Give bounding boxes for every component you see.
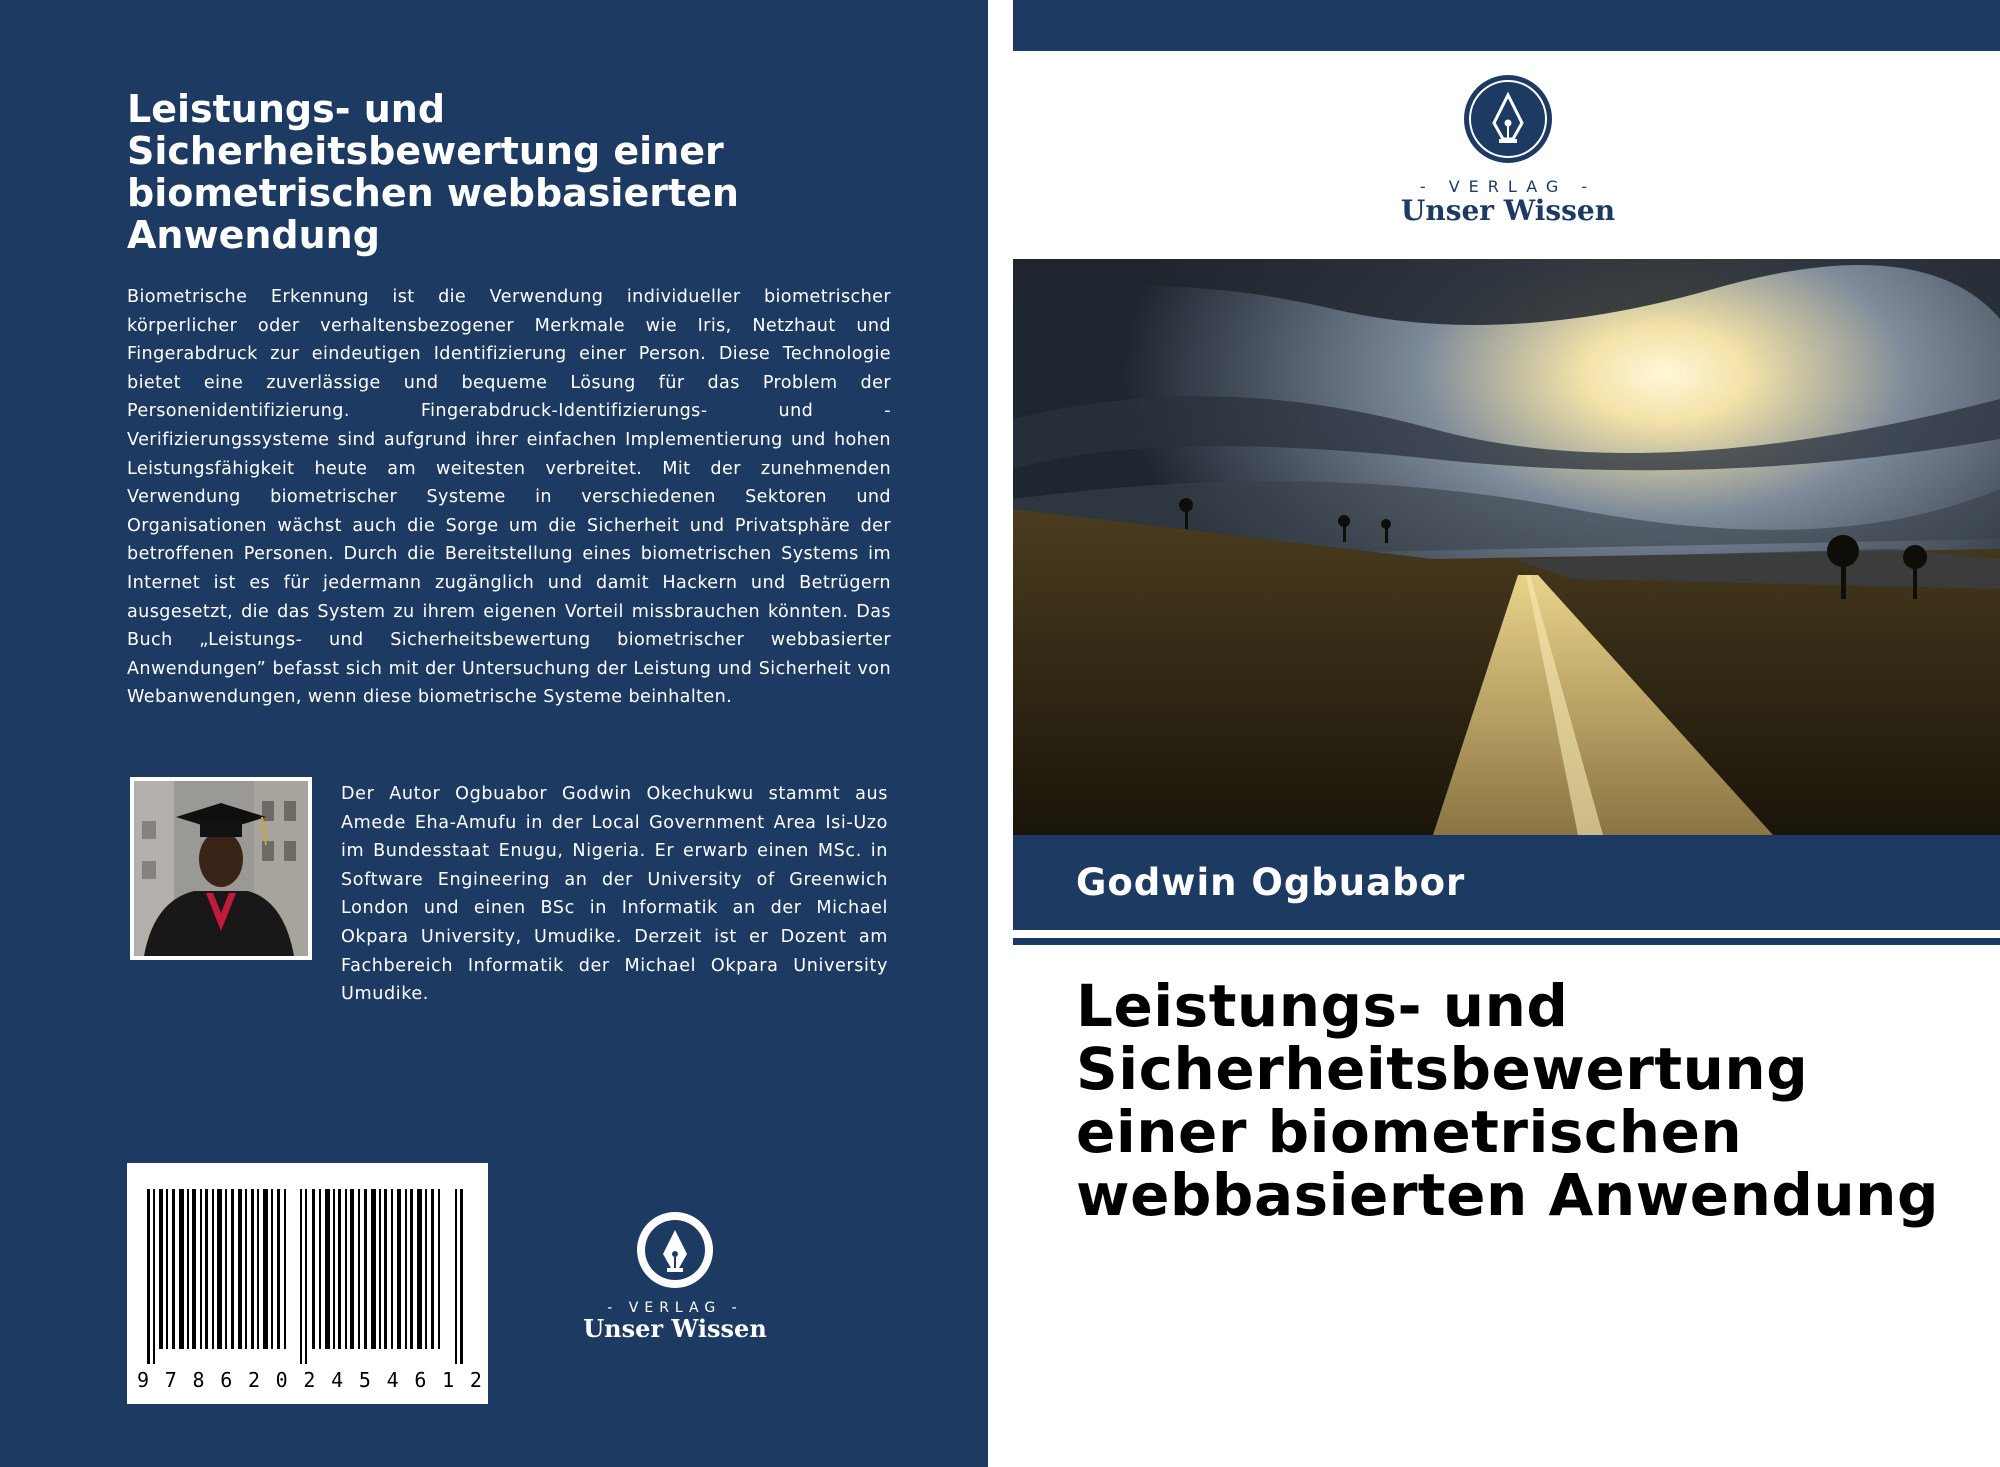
isbn-digit: 4 (331, 1368, 344, 1392)
isbn-digit: 5 (358, 1368, 371, 1392)
front-top-bar (1013, 0, 2000, 51)
front-cover (1013, 0, 2000, 1467)
author-bio: Der Autor Ogbuabor Godwin Okechukwu stammt aus Amede Eha-Amufu in der Local Government Area Isi-Uzo im Bundesstaat Enugu, Nigeria. Er erwarb einen MSc. in Software Engineering an der University of Greenwich London und einen BSc in Informatik an der Michael Okpara University, Umudike. Derzeit ist er Dozent am Fachbereich Informatik der Michael Okpara University Umudike. (341, 784, 888, 1005)
isbn-digit: 2 (469, 1368, 482, 1392)
publisher-brand-name: Unser Wissen (583, 1314, 767, 1343)
isbn-digit: 1 (442, 1368, 455, 1392)
publisher-verlag-label: - VERLAG - (1419, 177, 1597, 196)
spine-gap (988, 0, 1013, 1467)
isbn-digit: 7 (164, 1368, 177, 1392)
author-photo (130, 777, 312, 960)
publisher-brand-name: Unser Wissen (1400, 194, 1616, 227)
isbn-number (137, 1368, 482, 1392)
cover-landscape-photo (1013, 259, 2000, 835)
divider-rule (1013, 938, 2000, 945)
back-cover-title: Leistungs- und Sicherheitsbewertung einer biometrischen webbasierten Anwendung (127, 87, 739, 257)
isbn-digit: 9 (137, 1368, 150, 1392)
publisher-verlag-label: - VERLAG - (607, 1300, 743, 1316)
isbn-digit: 2 (303, 1368, 316, 1392)
publisher-logo-front (1363, 73, 1653, 226)
isbn-digit: 0 (275, 1368, 288, 1392)
isbn-digit: 6 (220, 1368, 233, 1392)
publisher-logo-back (560, 1210, 790, 1343)
front-cover-title: Leistungs- und Sicherheitsbewertung einer biometrischen webbasierten Anwendung (1076, 972, 1939, 1229)
back-cover (0, 0, 988, 1467)
pen-nib-icon (635, 1210, 715, 1290)
barcode-bars (145, 1189, 470, 1364)
isbn-barcode (127, 1163, 488, 1404)
back-cover-blurb: Biometrische Erkennung ist die Verwendung individueller biometrischer körperlicher oder verhaltensbezogener Merkmale wie Iris, Netzhaut und Fingerabdruck zur eindeutigen Identifizierung einer Person. Diese Technologie bietet eine zuverlässige und bequeme Lösung für das Problem der Personenidentifizierung. Fingerabdruck-Identifizierungs- und -Verifizierungssysteme sind aufgrund ihrer einfachen Implementierung und hohen Leistungsfähigkeit heute am weitesten verbreitet. Mit der zunehmenden Verwendung biometrischer Systeme in verschiedenen Sektoren und Organisationen wächst auch die Sorge um die Sicherheit und Privatsphäre der betroffenen Personen. Durch die Bereitstellung eines biometrischen Systems im Internet ist es für jedermann zugänglich und damit Hackern und Betrügern ausgesetzt, die das System zu ihrem eigenen Vorteil missbrauchen könnten. Das Buch „Leistungs- und Sicherheitsbewertung biometrischer webbasierter Anwendungen” befasst sich mit der Untersuchung der Leistung und Sicherheit von Webanwendungen, wenn diese biometrische Systeme beinhalten. (127, 287, 891, 708)
isbn-digit: 6 (414, 1368, 427, 1392)
pen-nib-icon (1462, 73, 1554, 165)
author-band (1013, 835, 2000, 930)
isbn-digit: 4 (386, 1368, 399, 1392)
isbn-digit: 8 (192, 1368, 205, 1392)
front-author-name: Godwin Ogbuabor (1076, 861, 1466, 904)
isbn-digit: 2 (247, 1368, 260, 1392)
